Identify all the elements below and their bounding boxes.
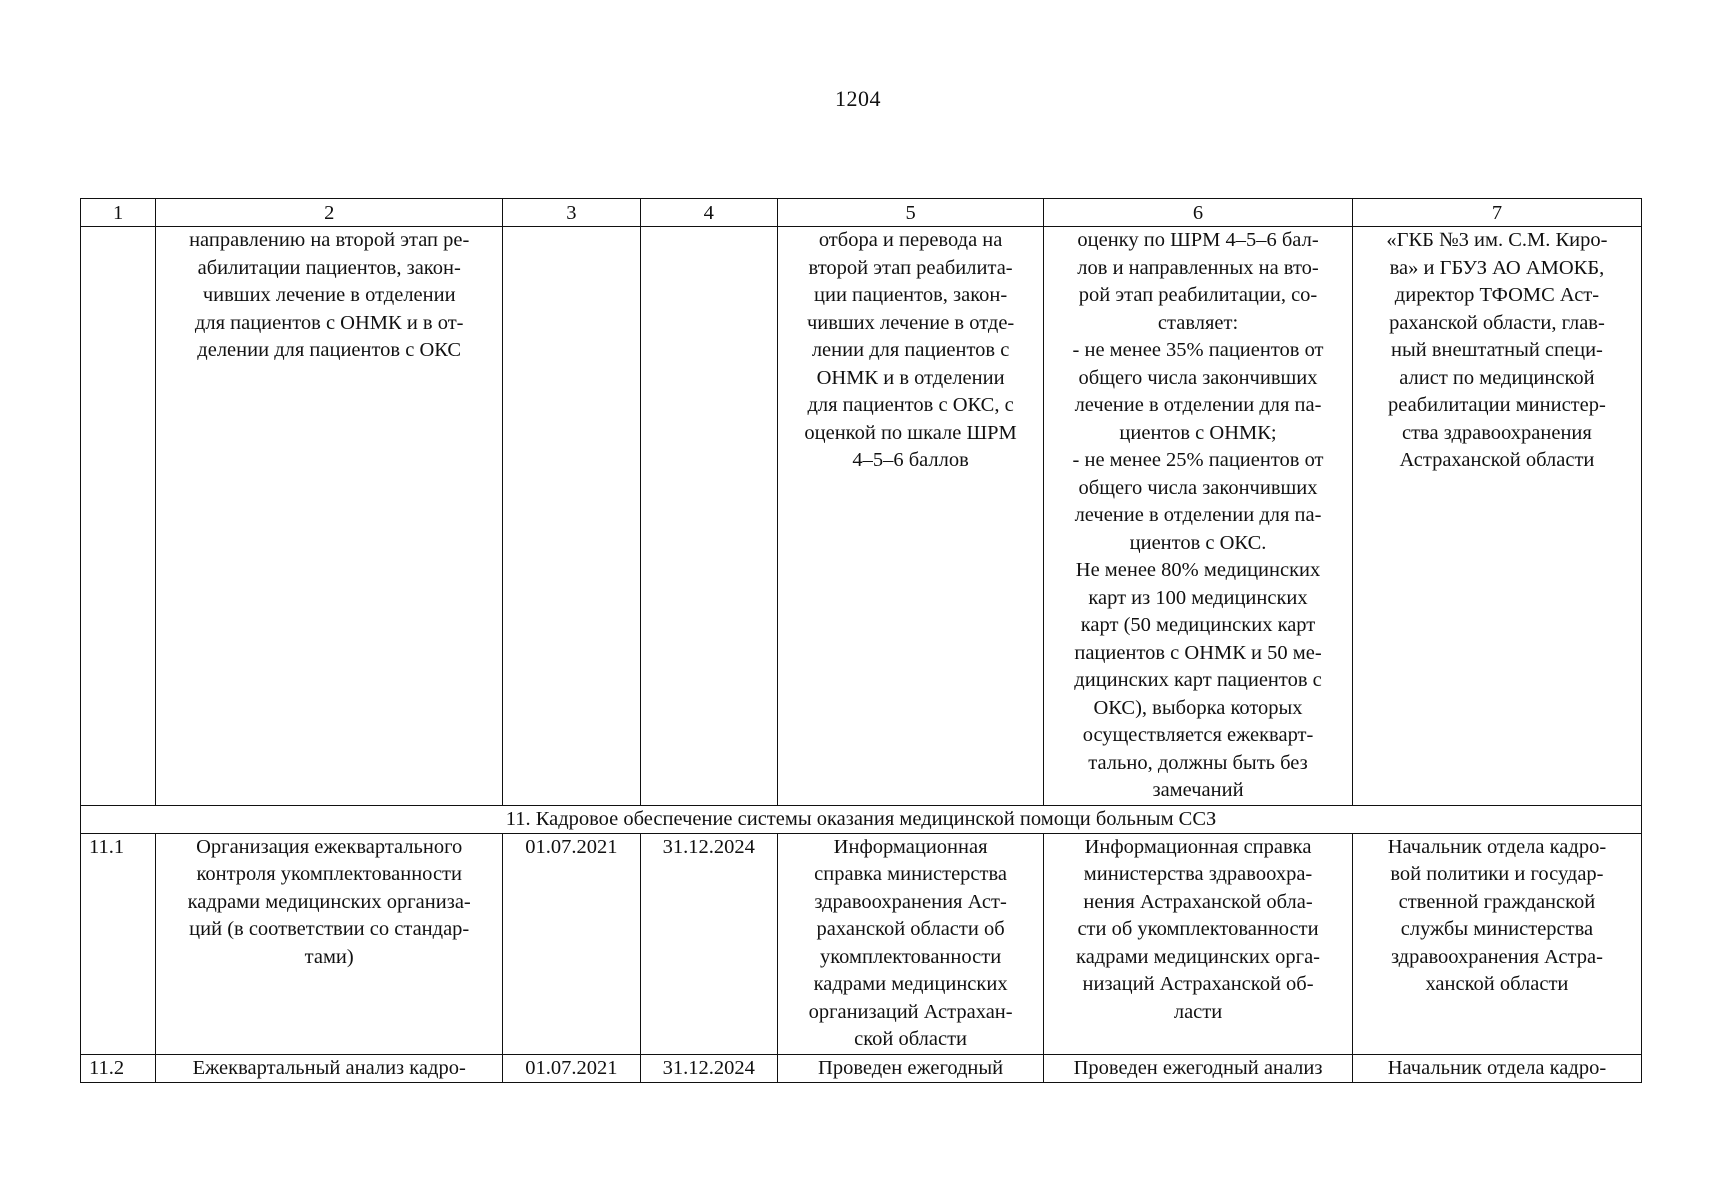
cell-end-date: 31.12.2024	[640, 833, 777, 1054]
cell-result: Проведен ежегодный	[778, 1054, 1044, 1083]
section-row	[81, 805, 1642, 833]
table-row	[81, 833, 1642, 1054]
cell-number: 11.1	[81, 833, 156, 1054]
cell-indicator: оценку по ШРМ 4–5–6 бал- лов и направленных на вто- рой этап реабилитации, со- ставляет: - не менее 35% пациентов от общего числа закончивших лечение в отделении для па- циентов с ОНМК; - не менее 25% пациентов от общего числа закончивших лечение в отделении для па- циентов с ОКС. Не менее 80% медицинских карт из 100 медицинских карт (50 медицинских карт пациентов с ОНМК и 50 ме- дицинских карт пациентов с ОКС), выборка которых осуществляется ежекварт- тально, должны быть без замечаний	[1044, 227, 1353, 806]
cell-responsible: «ГКБ №3 им. С.М. Киро- ва» и ГБУЗ АО АМОКБ, директор ТФОМС Аст- раханской области, глав- ный внештатный специ- алист по медицинской реабилитации министер- ства здравоохранения Астраханской области	[1352, 227, 1641, 806]
cell-number: 11.2	[81, 1054, 156, 1083]
column-number: 6	[1044, 199, 1353, 227]
cell-event: Ежеквартальный анализ кадро-	[156, 1054, 503, 1083]
section-title: 11. Кадровое обеспечение системы оказания медицинской помощи больным ССЗ	[81, 805, 1642, 833]
cell-event: направлению на второй этап ре- абилитации пациентов, закон- чивших лечение в отделении для пациентов с ОНМК и в от- делении для пациентов с ОКС	[156, 227, 503, 806]
column-number: 3	[503, 199, 640, 227]
cell-start-date	[503, 227, 640, 806]
table-row	[81, 1054, 1642, 1083]
cell-number	[81, 227, 156, 806]
column-number: 7	[1352, 199, 1641, 227]
cell-end-date	[640, 227, 777, 806]
cell-indicator: Проведен ежегодный анализ	[1044, 1054, 1353, 1083]
cell-end-date: 31.12.2024	[640, 1054, 777, 1083]
table-row-continued	[81, 227, 1642, 806]
cell-responsible: Начальник отдела кадро-	[1352, 1054, 1641, 1083]
cell-result: отбора и перевода на второй этап реабилита- ции пациентов, закон- чивших лечение в отде- лении для пациентов с ОНМК и в отделении для пациентов с ОКС, с оценкой по шкале ШРМ 4–5–6 баллов	[778, 227, 1044, 806]
column-number: 2	[156, 199, 503, 227]
column-number: 5	[778, 199, 1044, 227]
page-number: 1204	[835, 86, 881, 111]
cell-result: Информационная справка министерства здравоохранения Аст- раханской области об укомплектованности кадрами медицинских организаций Астрахан- ской области	[778, 833, 1044, 1054]
cell-start-date: 01.07.2021	[503, 833, 640, 1054]
cell-event: Организация ежеквартального контроля укомплектованности кадрами медицинских организа- ций (в соответствии со стандар- тами)	[156, 833, 503, 1054]
column-number: 1	[81, 199, 156, 227]
column-number: 4	[640, 199, 777, 227]
cell-start-date: 01.07.2021	[503, 1054, 640, 1083]
cell-responsible: Начальник отдела кадро- вой политики и государ- ственной гражданской службы министерства здравоохранения Астра- ханской области	[1352, 833, 1641, 1054]
plan-table	[80, 198, 1642, 1083]
column-number-row	[81, 199, 1642, 227]
cell-indicator: Информационная справка министерства здравоохра- нения Астраханской обла- сти об укомплектованности кадрами медицинских орга- низаций Астраханской об- ласти	[1044, 833, 1353, 1054]
